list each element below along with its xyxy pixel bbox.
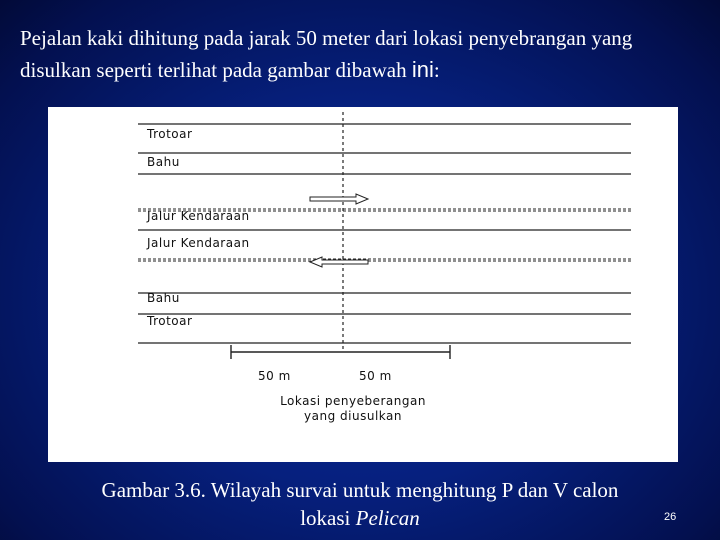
caption-pelican: Pelican [355, 506, 420, 530]
proposed-crossing-label [248, 394, 458, 424]
arrow-right-icon [310, 194, 368, 204]
lane-label-jalur-1: Jalur Kendaraan [147, 209, 250, 223]
intro-text: Pejalan kaki dihitung pada jarak 50 meter dari lokasi penyebrangan yang disulkan seperti terlihat pada gambar dibawah [20, 26, 633, 82]
distance-label-right: 50 m [359, 369, 392, 383]
caption-line1: Gambar 3.6. Wilayah survai untuk menghitung P dan V calon [101, 478, 619, 502]
caption-line2-prefix: lokasi [300, 506, 356, 530]
intro-colon: : [433, 58, 440, 82]
arrow-left-icon [310, 257, 368, 267]
road-diagram [48, 107, 678, 462]
lane-label-trotoar-bottom: Trotoar [147, 314, 193, 328]
lane-label-bahu-bottom: Bahu [147, 291, 180, 305]
caption-line2 [40, 504, 680, 532]
lane-label-bahu-top: Bahu [147, 155, 180, 169]
page-number: 26 [664, 511, 677, 523]
figure-caption [40, 476, 680, 532]
distance-label-left: 50 m [258, 369, 291, 383]
lane-label-trotoar-top: Trotoar [147, 127, 193, 141]
intro-ini: ini [411, 57, 434, 82]
site-label-line2: yang diusulkan [304, 409, 402, 423]
lane-label-jalur-2: Jalur Kendaraan [147, 236, 250, 250]
site-label-line1: Lokasi penyeberangan [280, 394, 426, 408]
intro-paragraph [20, 22, 700, 86]
